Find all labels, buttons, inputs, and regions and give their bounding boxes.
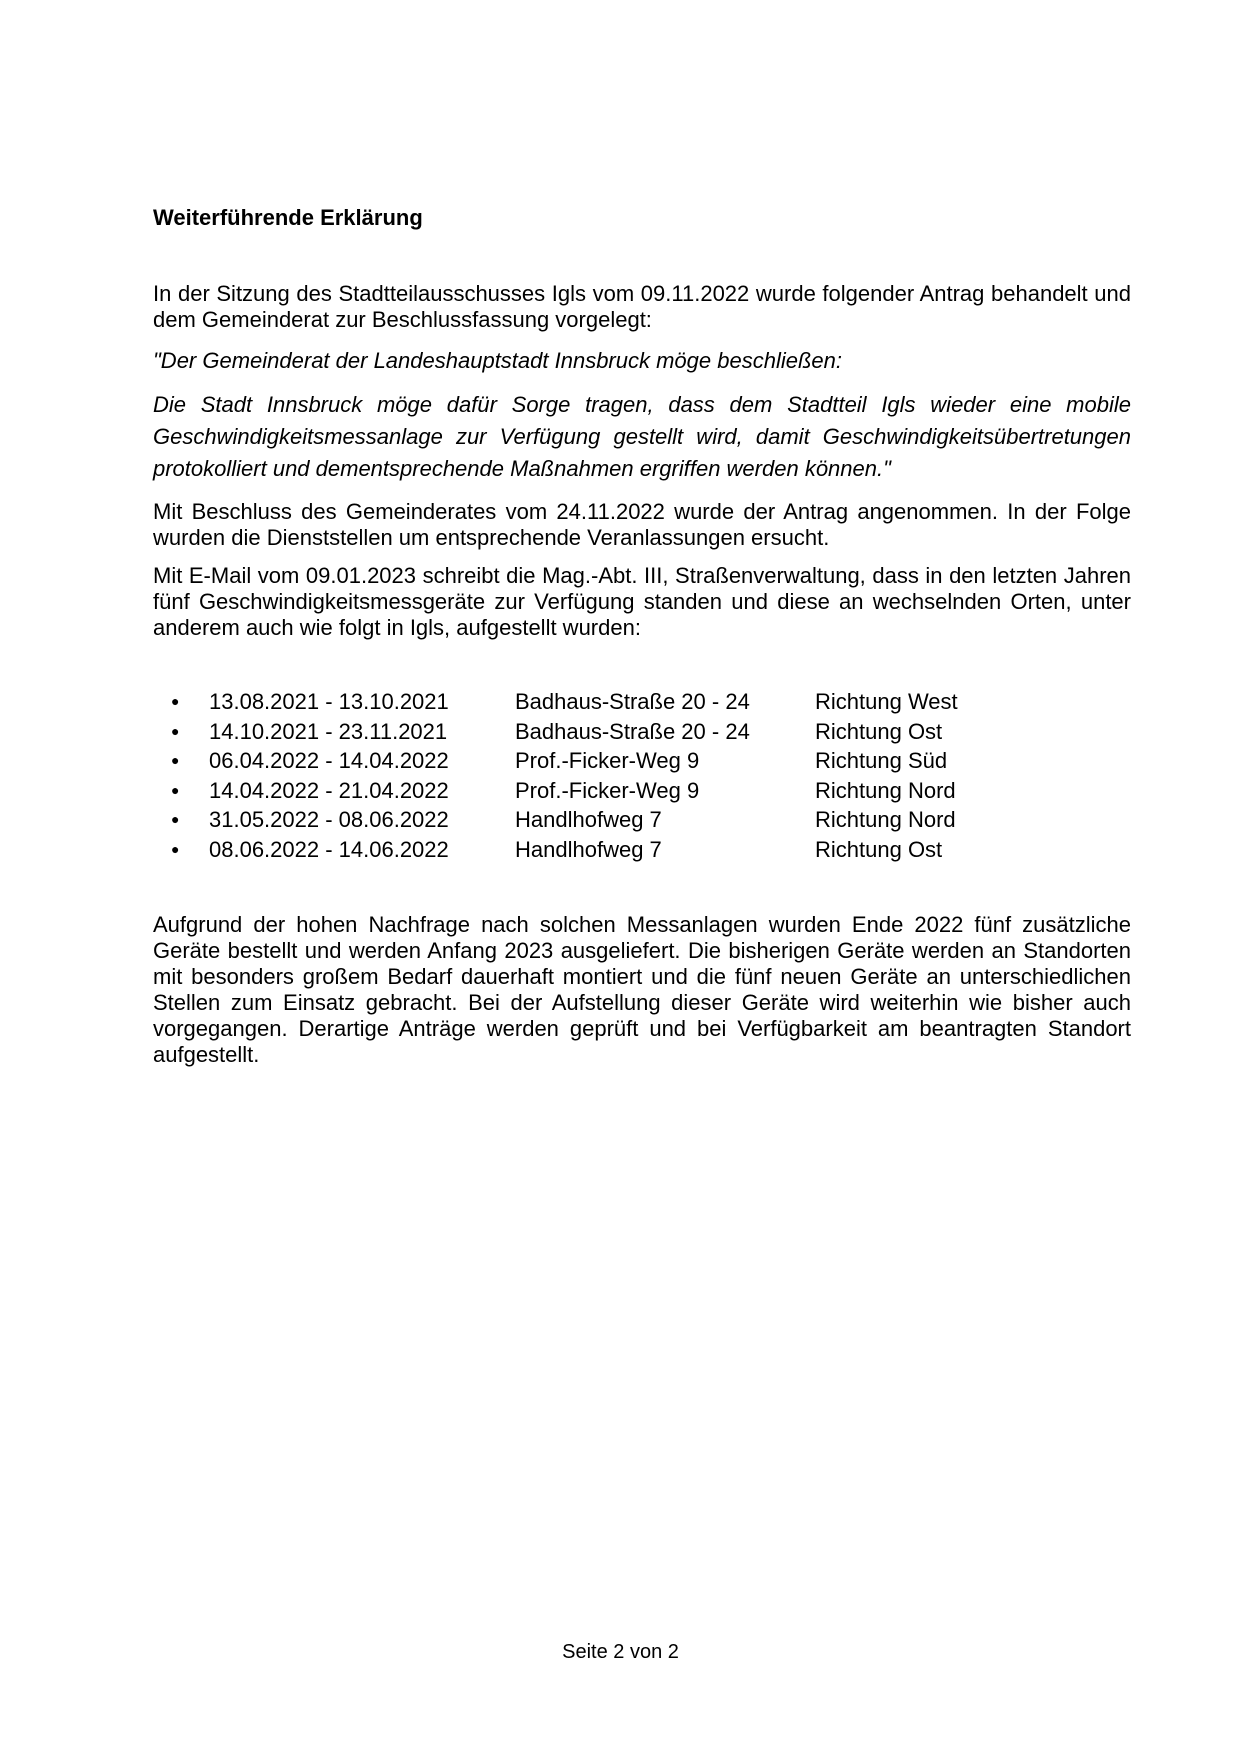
intro-paragraph: In der Sitzung des Stadtteilausschusses Igls vom 09.11.2022 wurde folgender Antrag behandelt und dem Gemeinderat zur Beschlussfassung vorgelegt: [153,281,1131,332]
list-item-direction: Richtung Nord [815,777,956,803]
list-item-dates: 08.06.2022 - 14.06.2022 [209,836,449,862]
bullet-icon: ● [171,722,180,739]
list-item-dates: 14.04.2022 - 21.04.2022 [209,777,449,803]
list-item-place: Prof.-Ficker-Weg 9 [515,777,700,803]
resolution-paragraph: Mit Beschluss des Gemeinderates vom 24.11.2022 wurde der Antrag angenommen. In der Folge wurden die Dienststellen um entsprechende Veranlassungen ersucht. [153,499,1131,550]
list-item [153,835,1131,865]
list-item-place: Badhaus-Straße 20 - 24 [515,689,750,714]
list-item-dates: 31.05.2022 - 08.06.2022 [209,807,449,832]
list-item-place: Badhaus-Straße 20 - 24 [515,718,750,744]
email-paragraph: Mit E-Mail vom 09.01.2023 schreibt die Mag.-Abt. III, Straßenverwaltung, dass in den letzten Jahren fünf Geschwindigkeitsmessgeräte zur Verfügung standen und diese an wechselnden Orten, unter anderem auch wie folgt in Igls, aufgestellt wurden: [153,563,1131,640]
list-item-dates: 14.10.2021 - 23.11.2021 [209,718,448,744]
list-item-direction: Richtung Ost [815,718,943,744]
list-item-place: Handlhofweg 7 [515,836,662,862]
motion-quote-text: Die Stadt Innsbruck möge dafür Sorge tragen, dass dem Stadtteil Igls wieder eine mobile Geschwindigkeitsmessanlage zur Verfügung gestellt wird, damit Geschwindigkeitsübertretungen protokolliert und dementsprechende Maßnahmen ergriffen werden können." [153,392,1131,481]
list-item [153,776,1131,806]
measurement-locations-list [153,687,1131,864]
list-item [153,805,1131,835]
bullet-icon: ● [171,811,180,827]
bullet-icon: ● [171,840,180,857]
list-item-dates: 06.04.2022 - 14.04.2022 [209,748,449,773]
list-item-direction: Richtung Ost [815,836,943,862]
section-heading: Weiterführende Erklärung [153,205,423,230]
bullet-icon: ● [171,781,180,798]
bullet-icon: ● [171,693,180,709]
page-content [153,203,1131,1068]
list-item-direction: Richtung West [815,689,958,714]
page-footer: Seite 2 von 2 [562,1641,679,1663]
list-item [153,687,1131,717]
list-item-place: Prof.-Ficker-Weg 9 [515,748,700,773]
motion-quote-intro: "Der Gemeinderat der Landeshauptstadt Innsbruck möge beschließen: [153,348,842,373]
list-item [153,746,1131,776]
list-item-direction: Richtung Süd [815,748,948,773]
list-item-dates: 13.08.2021 - 13.10.2021 [209,689,449,714]
list-item-direction: Richtung Nord [815,807,956,832]
list-item-place: Handlhofweg 7 [515,807,662,832]
bullet-icon: ● [171,752,180,768]
conclusion-paragraph: Aufgrund der hohen Nachfrage nach solchen Messanlagen wurden Ende 2022 fünf zusätzliche Geräte bestellt und werden Anfang 2023 ausgeliefert. Die bisherigen Geräte werden an Standorten mit besonders großem Bedarf dauerhaft montiert und die fünf neuen Geräte an unterschiedlichen Stellen zum Einsatz gebracht. Bei der Aufstellung dieser Geräte wird weiterhin wie bisher auch vorgegangen. Derartige Anträge werden geprüft und bei Verfügbarkeit am beantragten Standort aufgestellt. [153,912,1131,1067]
list-item [153,717,1131,747]
